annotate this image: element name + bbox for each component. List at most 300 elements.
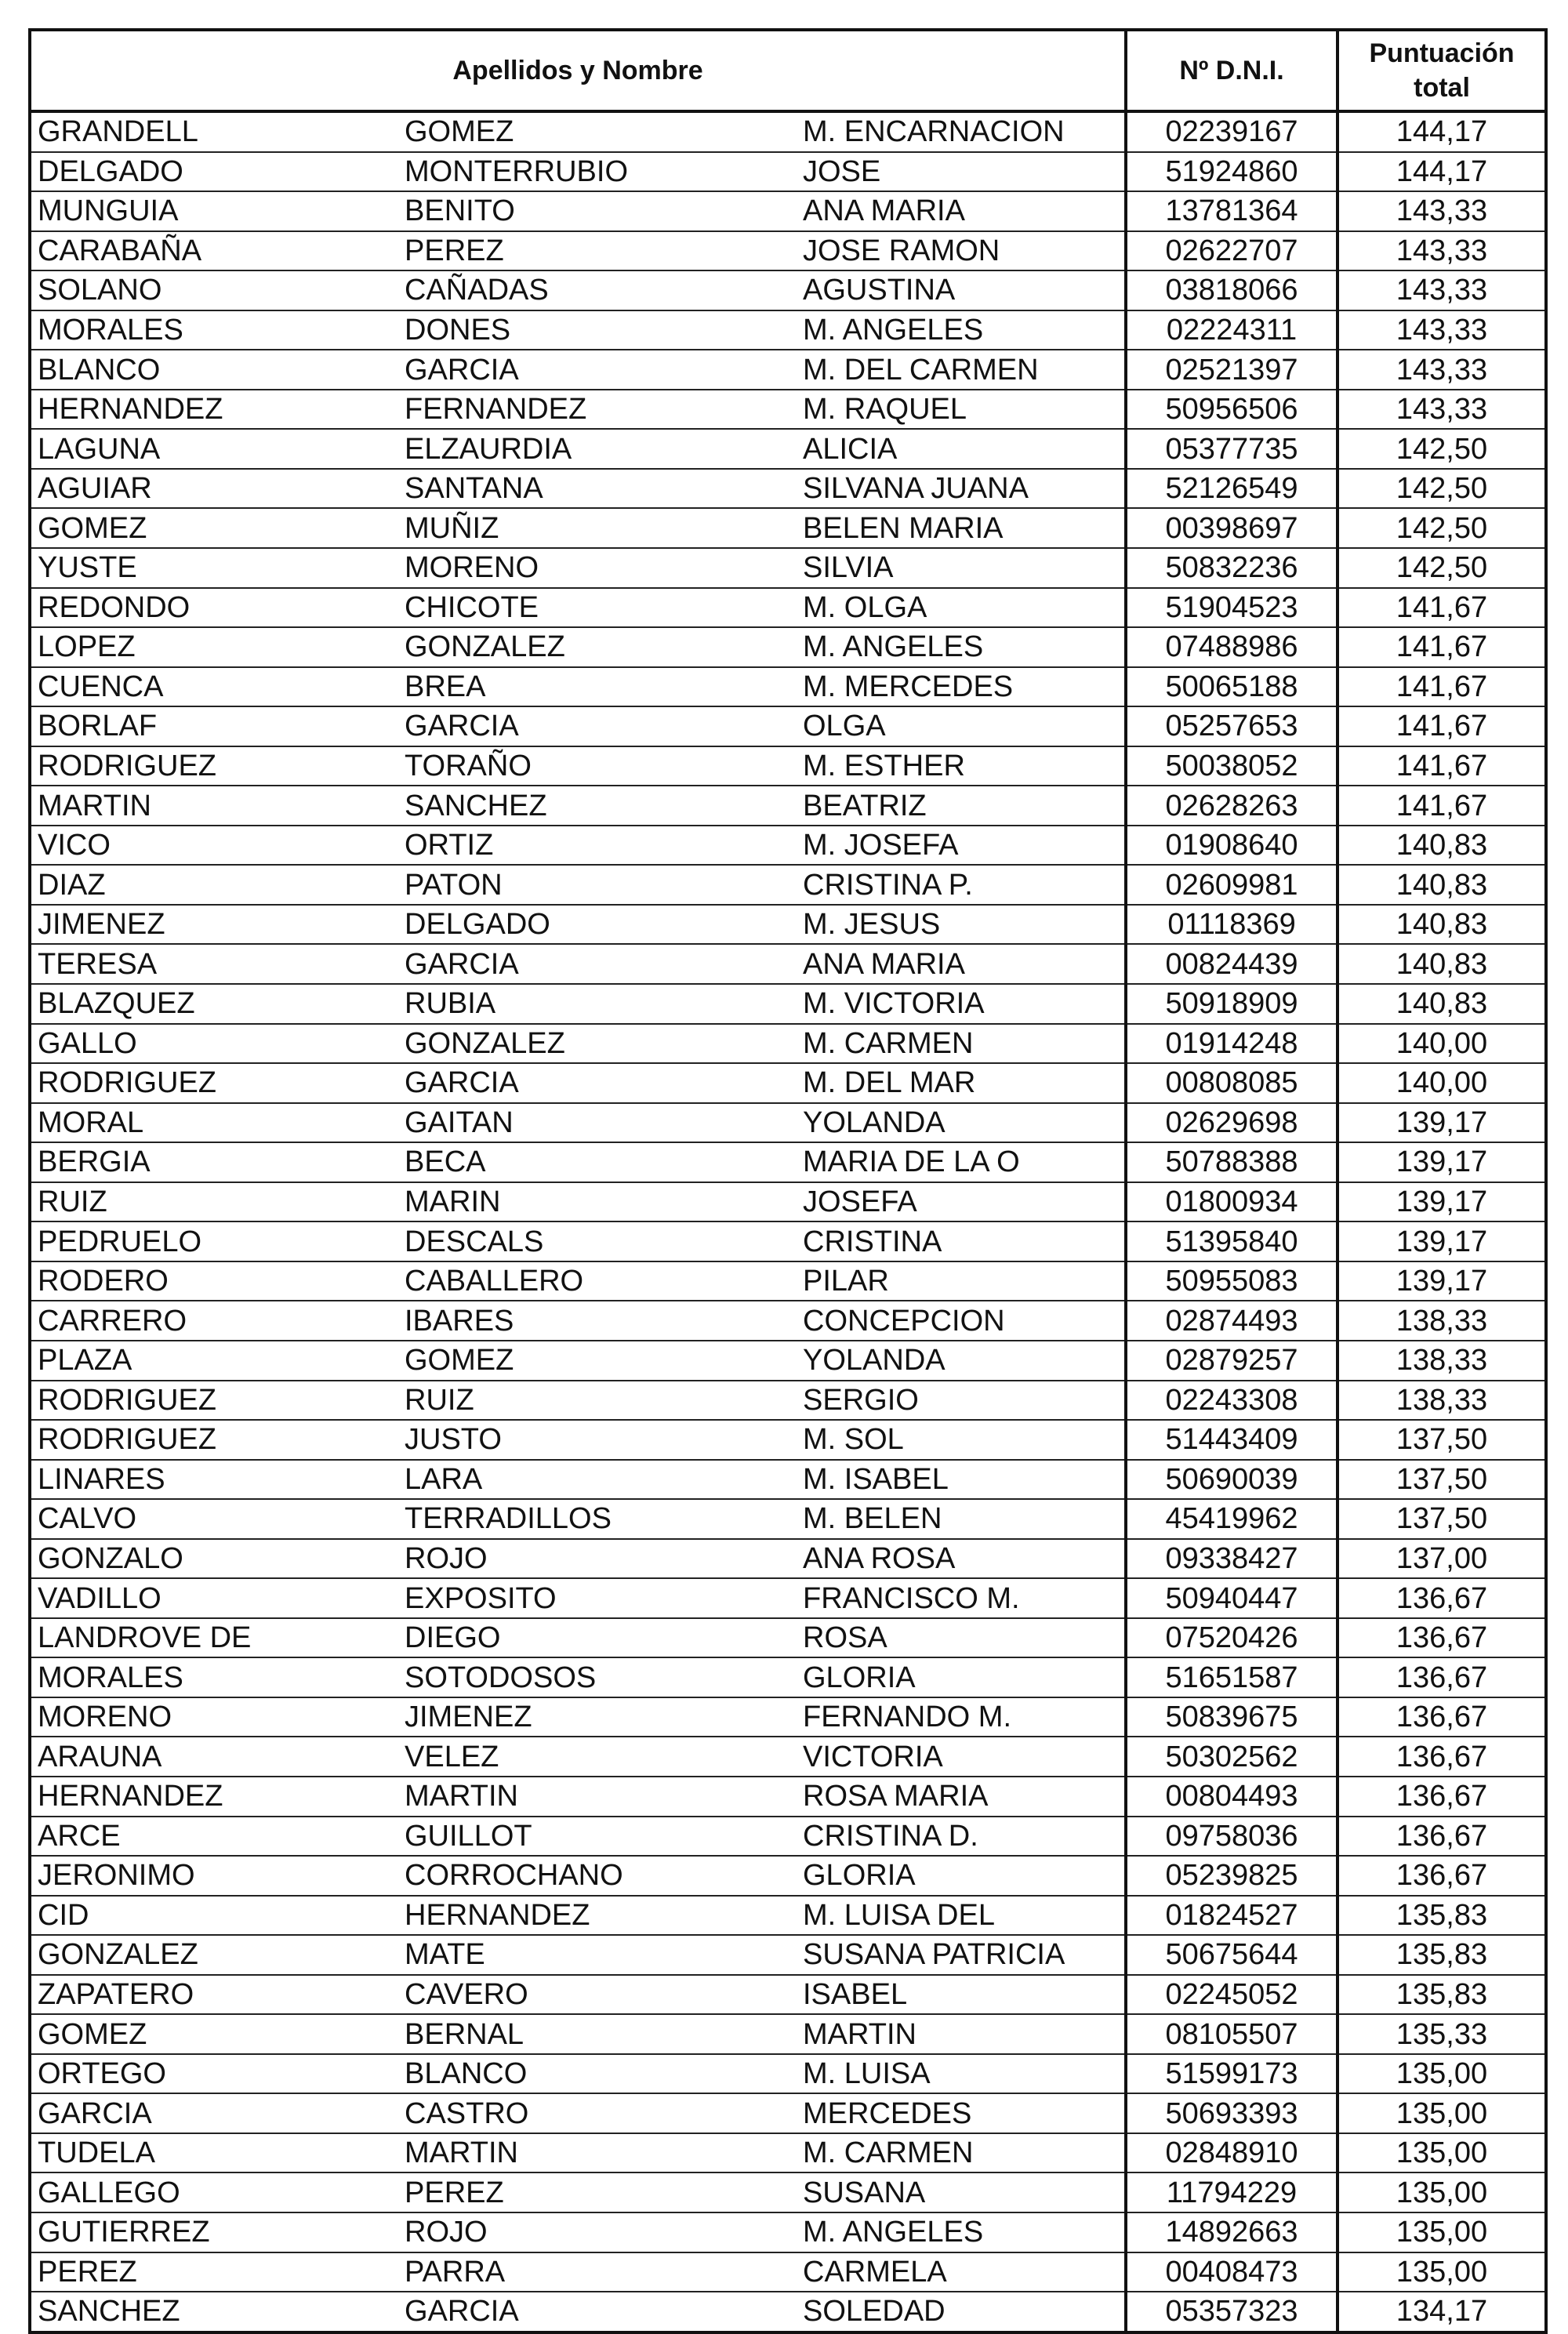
dni-cell: 00408473	[1126, 2252, 1338, 2292]
table-row	[30, 2212, 1546, 2252]
surname1-cell: RODRIGUEZ	[30, 1420, 398, 1460]
table-row	[30, 152, 1546, 192]
dni-cell: 51599173	[1126, 2054, 1338, 2094]
score-cell: 137,00	[1338, 1539, 1546, 1579]
given-name-cell: M. ANGELES	[797, 2212, 1126, 2252]
surname1-cell: VICO	[30, 826, 398, 866]
surname1-cell: RODRIGUEZ	[30, 746, 398, 786]
header-name: Apellidos y Nombre	[30, 30, 1126, 111]
table-row	[30, 469, 1546, 509]
dni-cell: 09338427	[1126, 1539, 1338, 1579]
score-cell: 135,33	[1338, 2014, 1546, 2054]
scores-table	[28, 28, 1548, 2334]
given-name-cell: FERNANDO M.	[797, 1697, 1126, 1737]
given-name-cell: VICTORIA	[797, 1737, 1126, 1777]
table-row	[30, 1618, 1546, 1658]
surname1-cell: BORLAF	[30, 706, 398, 746]
table-row	[30, 390, 1546, 430]
dni-cell: 02628263	[1126, 786, 1338, 826]
dni-cell: 00824439	[1126, 944, 1338, 984]
score-cell: 136,67	[1338, 1737, 1546, 1777]
surname2-cell: TORAÑO	[398, 746, 797, 786]
given-name-cell: YOLANDA	[797, 1103, 1126, 1143]
surname2-cell: MATE	[398, 1935, 797, 1975]
surname1-cell: BLAZQUEZ	[30, 984, 398, 1024]
score-cell: 137,50	[1338, 1499, 1546, 1539]
table-row	[30, 627, 1546, 667]
score-cell: 136,67	[1338, 1578, 1546, 1618]
score-cell: 141,67	[1338, 746, 1546, 786]
surname1-cell: JIMENEZ	[30, 905, 398, 945]
surname2-cell: CASTRO	[398, 2093, 797, 2133]
given-name-cell: M. ANGELES	[797, 310, 1126, 350]
table-row	[30, 191, 1546, 231]
surname1-cell: JERONIMO	[30, 1856, 398, 1896]
surname1-cell: CARABAÑA	[30, 231, 398, 271]
given-name-cell: FRANCISCO M.	[797, 1578, 1126, 1618]
header-score-line2: total	[1414, 73, 1470, 103]
score-cell: 140,00	[1338, 1024, 1546, 1064]
table-row	[30, 1935, 1546, 1975]
surname2-cell: TERRADILLOS	[398, 1499, 797, 1539]
table-row	[30, 1499, 1546, 1539]
table-row	[30, 2054, 1546, 2094]
given-name-cell: M. CARMEN	[797, 1024, 1126, 1064]
surname2-cell: DELGADO	[398, 905, 797, 945]
surname2-cell: ROJO	[398, 2212, 797, 2252]
surname1-cell: GALLO	[30, 1024, 398, 1064]
table-row	[30, 111, 1546, 152]
surname2-cell: DESCALS	[398, 1221, 797, 1261]
dni-cell: 01824527	[1126, 1896, 1338, 1936]
surname1-cell: HERNANDEZ	[30, 1777, 398, 1817]
surname1-cell: RODRIGUEZ	[30, 1063, 398, 1103]
surname2-cell: IBARES	[398, 1301, 797, 1341]
surname2-cell: MARTIN	[398, 1777, 797, 1817]
surname1-cell: GONZALEZ	[30, 1935, 398, 1975]
surname2-cell: VELEZ	[398, 1737, 797, 1777]
dni-cell: 50956506	[1126, 390, 1338, 430]
dni-cell: 07520426	[1126, 1618, 1338, 1658]
score-cell: 140,00	[1338, 1063, 1546, 1103]
dni-cell: 01800934	[1126, 1182, 1338, 1222]
table-row	[30, 310, 1546, 350]
dni-cell: 09758036	[1126, 1817, 1338, 1857]
dni-cell: 02224311	[1126, 310, 1338, 350]
surname1-cell: CUENCA	[30, 667, 398, 707]
surname1-cell: ORTEGO	[30, 2054, 398, 2094]
surname1-cell: TERESA	[30, 944, 398, 984]
dni-cell: 02629698	[1126, 1103, 1338, 1143]
given-name-cell: M. OLGA	[797, 588, 1126, 628]
given-name-cell: ROSA MARIA	[797, 1777, 1126, 1817]
surname2-cell: PEREZ	[398, 231, 797, 271]
surname1-cell: GOMEZ	[30, 2014, 398, 2054]
dni-cell: 03818066	[1126, 270, 1338, 310]
surname1-cell: GRANDELL	[30, 111, 398, 152]
given-name-cell: CONCEPCION	[797, 1301, 1126, 1341]
surname2-cell: GONZALEZ	[398, 627, 797, 667]
surname2-cell: HERNANDEZ	[398, 1896, 797, 1936]
given-name-cell: M. JOSEFA	[797, 826, 1126, 866]
table-row	[30, 1975, 1546, 2015]
table-row	[30, 667, 1546, 707]
table-row	[30, 2093, 1546, 2133]
dni-cell: 02609981	[1126, 865, 1338, 905]
given-name-cell: CRISTINA D.	[797, 1817, 1126, 1857]
surname1-cell: YUSTE	[30, 548, 398, 588]
score-cell: 142,50	[1338, 548, 1546, 588]
surname2-cell: DIEGO	[398, 1618, 797, 1658]
surname1-cell: REDONDO	[30, 588, 398, 628]
score-cell: 140,83	[1338, 984, 1546, 1024]
score-cell: 139,17	[1338, 1182, 1546, 1222]
given-name-cell: M. VICTORIA	[797, 984, 1126, 1024]
dni-cell: 50918909	[1126, 984, 1338, 1024]
given-name-cell: CARMELA	[797, 2252, 1126, 2292]
score-cell: 144,17	[1338, 152, 1546, 192]
given-name-cell: SILVIA	[797, 548, 1126, 588]
table-row	[30, 508, 1546, 548]
surname2-cell: DONES	[398, 310, 797, 350]
dni-cell: 51395840	[1126, 1221, 1338, 1261]
table-row	[30, 1420, 1546, 1460]
surname2-cell: SOTODOSOS	[398, 1657, 797, 1697]
table-row	[30, 1856, 1546, 1896]
table-row	[30, 1063, 1546, 1103]
table-row	[30, 1657, 1546, 1697]
given-name-cell: CRISTINA	[797, 1221, 1126, 1261]
dni-cell: 00804493	[1126, 1777, 1338, 1817]
given-name-cell: BEATRIZ	[797, 786, 1126, 826]
given-name-cell: PILAR	[797, 1261, 1126, 1301]
given-name-cell: SUSANA	[797, 2172, 1126, 2212]
surname2-cell: CABALLERO	[398, 1261, 797, 1301]
score-cell: 136,67	[1338, 1856, 1546, 1896]
surname2-cell: GOMEZ	[398, 111, 797, 152]
given-name-cell: M. LUISA	[797, 2054, 1126, 2094]
dni-cell: 05239825	[1126, 1856, 1338, 1896]
dni-cell: 50839675	[1126, 1697, 1338, 1737]
surname1-cell: ZAPATERO	[30, 1975, 398, 2015]
table-row	[30, 1896, 1546, 1936]
surname2-cell: EXPOSITO	[398, 1578, 797, 1618]
table-row	[30, 1381, 1546, 1421]
score-cell: 142,50	[1338, 508, 1546, 548]
surname2-cell: GONZALEZ	[398, 1024, 797, 1064]
score-cell: 135,00	[1338, 2212, 1546, 2252]
table-row	[30, 2172, 1546, 2212]
surname2-cell: PEREZ	[398, 2172, 797, 2212]
dni-cell: 02245052	[1126, 1975, 1338, 2015]
score-cell: 143,33	[1338, 350, 1546, 390]
surname1-cell: BLANCO	[30, 350, 398, 390]
table-row	[30, 746, 1546, 786]
score-cell: 139,17	[1338, 1261, 1546, 1301]
dni-cell: 13781364	[1126, 191, 1338, 231]
table-row	[30, 706, 1546, 746]
given-name-cell: YOLANDA	[797, 1341, 1126, 1381]
score-cell: 141,67	[1338, 588, 1546, 628]
score-cell: 139,17	[1338, 1142, 1546, 1182]
surname1-cell: CARRERO	[30, 1301, 398, 1341]
dni-cell: 01914248	[1126, 1024, 1338, 1064]
surname2-cell: MARIN	[398, 1182, 797, 1222]
surname1-cell: LAGUNA	[30, 429, 398, 469]
table-row	[30, 905, 1546, 945]
given-name-cell: MERCEDES	[797, 2093, 1126, 2133]
table-row	[30, 1142, 1546, 1182]
dni-cell: 50693393	[1126, 2093, 1338, 2133]
score-cell: 140,83	[1338, 826, 1546, 866]
given-name-cell: OLGA	[797, 706, 1126, 746]
surname2-cell: LARA	[398, 1460, 797, 1500]
given-name-cell: ALICIA	[797, 429, 1126, 469]
score-cell: 143,33	[1338, 310, 1546, 350]
given-name-cell: MARTIN	[797, 2014, 1126, 2054]
score-cell: 141,67	[1338, 786, 1546, 826]
given-name-cell: M. RAQUEL	[797, 390, 1126, 430]
given-name-cell: M. MERCEDES	[797, 667, 1126, 707]
dni-cell: 11794229	[1126, 2172, 1338, 2212]
score-cell: 135,83	[1338, 1935, 1546, 1975]
dni-cell: 52126549	[1126, 469, 1338, 509]
surname2-cell: FERNANDEZ	[398, 390, 797, 430]
surname2-cell: PATON	[398, 865, 797, 905]
surname1-cell: MUNGUIA	[30, 191, 398, 231]
dni-cell: 50788388	[1126, 1142, 1338, 1182]
surname1-cell: GOMEZ	[30, 508, 398, 548]
surname1-cell: GALLEGO	[30, 2172, 398, 2212]
surname2-cell: RUIZ	[398, 1381, 797, 1421]
surname2-cell: JUSTO	[398, 1420, 797, 1460]
score-cell: 136,67	[1338, 1777, 1546, 1817]
given-name-cell: M. DEL MAR	[797, 1063, 1126, 1103]
table-row	[30, 984, 1546, 1024]
score-cell: 138,33	[1338, 1301, 1546, 1341]
header-row	[30, 30, 1546, 111]
surname2-cell: GARCIA	[398, 1063, 797, 1103]
table-row	[30, 1460, 1546, 1500]
surname2-cell: ROJO	[398, 1539, 797, 1579]
dni-cell: 01908640	[1126, 826, 1338, 866]
dni-cell: 02622707	[1126, 231, 1338, 271]
table-row	[30, 2252, 1546, 2292]
dni-cell: 02239167	[1126, 111, 1338, 152]
dni-cell: 45419962	[1126, 1499, 1338, 1539]
score-cell: 137,50	[1338, 1420, 1546, 1460]
score-cell: 138,33	[1338, 1381, 1546, 1421]
given-name-cell: M. ESTHER	[797, 746, 1126, 786]
given-name-cell: SUSANA PATRICIA	[797, 1935, 1126, 1975]
table-row	[30, 944, 1546, 984]
score-cell: 144,17	[1338, 111, 1546, 152]
surname2-cell: GARCIA	[398, 944, 797, 984]
surname1-cell: LOPEZ	[30, 627, 398, 667]
surname1-cell: HERNANDEZ	[30, 390, 398, 430]
surname2-cell: BENITO	[398, 191, 797, 231]
surname1-cell: SOLANO	[30, 270, 398, 310]
score-cell: 143,33	[1338, 191, 1546, 231]
given-name-cell: ISABEL	[797, 1975, 1126, 2015]
table-row	[30, 588, 1546, 628]
surname2-cell: BERNAL	[398, 2014, 797, 2054]
surname2-cell: JIMENEZ	[398, 1697, 797, 1737]
surname1-cell: MARTIN	[30, 786, 398, 826]
dni-cell: 02521397	[1126, 350, 1338, 390]
dni-cell: 01118369	[1126, 905, 1338, 945]
table-row	[30, 2133, 1546, 2173]
dni-cell: 05357323	[1126, 2292, 1338, 2332]
surname2-cell: CAVERO	[398, 1975, 797, 2015]
table-row	[30, 429, 1546, 469]
table-row	[30, 826, 1546, 866]
given-name-cell: AGUSTINA	[797, 270, 1126, 310]
dni-cell: 00808085	[1126, 1063, 1338, 1103]
header-score-line1: Puntuación	[1369, 38, 1515, 68]
dni-cell: 00398697	[1126, 508, 1338, 548]
given-name-cell: M. DEL CARMEN	[797, 350, 1126, 390]
dni-cell: 08105507	[1126, 2014, 1338, 2054]
score-cell: 136,67	[1338, 1657, 1546, 1697]
score-cell: 135,83	[1338, 1975, 1546, 2015]
table-row	[30, 1578, 1546, 1618]
table-row	[30, 1024, 1546, 1064]
surname1-cell: SANCHEZ	[30, 2292, 398, 2332]
table-row	[30, 270, 1546, 310]
given-name-cell: M. LUISA DEL	[797, 1896, 1126, 1936]
score-cell: 136,67	[1338, 1618, 1546, 1658]
given-name-cell: ANA MARIA	[797, 191, 1126, 231]
given-name-cell: M. CARMEN	[797, 2133, 1126, 2173]
table-row	[30, 1697, 1546, 1737]
surname2-cell: ELZAURDIA	[398, 429, 797, 469]
surname2-cell: MONTERRUBIO	[398, 152, 797, 192]
surname1-cell: MORAL	[30, 1103, 398, 1143]
surname2-cell: ORTIZ	[398, 826, 797, 866]
given-name-cell: M. ISABEL	[797, 1460, 1126, 1500]
surname2-cell: GAITAN	[398, 1103, 797, 1143]
score-cell: 140,83	[1338, 865, 1546, 905]
surname1-cell: VADILLO	[30, 1578, 398, 1618]
score-cell: 135,00	[1338, 2093, 1546, 2133]
table-row	[30, 1737, 1546, 1777]
given-name-cell: CRISTINA P.	[797, 865, 1126, 905]
surname1-cell: PEREZ	[30, 2252, 398, 2292]
surname1-cell: MORALES	[30, 310, 398, 350]
surname2-cell: RUBIA	[398, 984, 797, 1024]
table-row	[30, 1817, 1546, 1857]
dni-cell: 50690039	[1126, 1460, 1338, 1500]
surname2-cell: MORENO	[398, 548, 797, 588]
given-name-cell: SERGIO	[797, 1381, 1126, 1421]
surname2-cell: SANCHEZ	[398, 786, 797, 826]
score-cell: 136,67	[1338, 1817, 1546, 1857]
table-row	[30, 1539, 1546, 1579]
surname2-cell: GARCIA	[398, 2292, 797, 2332]
table-row	[30, 2014, 1546, 2054]
surname2-cell: PARRA	[398, 2252, 797, 2292]
dni-cell: 50302562	[1126, 1737, 1338, 1777]
score-cell: 138,33	[1338, 1341, 1546, 1381]
score-cell: 143,33	[1338, 390, 1546, 430]
given-name-cell: M. ANGELES	[797, 627, 1126, 667]
surname2-cell: SANTANA	[398, 469, 797, 509]
surname1-cell: TUDELA	[30, 2133, 398, 2173]
table-row	[30, 2292, 1546, 2332]
table-row	[30, 1182, 1546, 1222]
given-name-cell: ROSA	[797, 1618, 1126, 1658]
surname1-cell: GONZALO	[30, 1539, 398, 1579]
score-cell: 135,00	[1338, 2054, 1546, 2094]
surname1-cell: CID	[30, 1896, 398, 1936]
given-name-cell: SOLEDAD	[797, 2292, 1126, 2332]
surname2-cell: GARCIA	[398, 350, 797, 390]
surname1-cell: PEDRUELO	[30, 1221, 398, 1261]
dni-cell: 51443409	[1126, 1420, 1338, 1460]
surname1-cell: BERGIA	[30, 1142, 398, 1182]
table-row	[30, 1103, 1546, 1143]
score-cell: 141,67	[1338, 627, 1546, 667]
surname1-cell: MORENO	[30, 1697, 398, 1737]
score-cell: 140,83	[1338, 944, 1546, 984]
surname2-cell: BECA	[398, 1142, 797, 1182]
dni-cell: 51651587	[1126, 1657, 1338, 1697]
table-row	[30, 865, 1546, 905]
dni-cell: 50038052	[1126, 746, 1338, 786]
given-name-cell: BELEN MARIA	[797, 508, 1126, 548]
header-dni: Nº D.N.I.	[1126, 30, 1338, 111]
surname2-cell: GARCIA	[398, 706, 797, 746]
score-cell: 135,83	[1338, 1896, 1546, 1936]
given-name-cell: ANA MARIA	[797, 944, 1126, 984]
surname2-cell: BREA	[398, 667, 797, 707]
given-name-cell: M. BELEN	[797, 1499, 1126, 1539]
score-cell: 137,50	[1338, 1460, 1546, 1500]
surname2-cell: CAÑADAS	[398, 270, 797, 310]
surname1-cell: CALVO	[30, 1499, 398, 1539]
dni-cell: 14892663	[1126, 2212, 1338, 2252]
dni-cell: 50675644	[1126, 1935, 1338, 1975]
surname2-cell: MUÑIZ	[398, 508, 797, 548]
score-cell: 141,67	[1338, 706, 1546, 746]
surname1-cell: RUIZ	[30, 1182, 398, 1222]
dni-cell: 51904523	[1126, 588, 1338, 628]
table-row	[30, 1261, 1546, 1301]
score-cell: 135,00	[1338, 2172, 1546, 2212]
surname2-cell: MARTIN	[398, 2133, 797, 2173]
score-cell: 141,67	[1338, 667, 1546, 707]
dni-cell: 02848910	[1126, 2133, 1338, 2173]
surname2-cell: GUILLOT	[398, 1817, 797, 1857]
dni-cell: 05257653	[1126, 706, 1338, 746]
dni-cell: 07488986	[1126, 627, 1338, 667]
dni-cell: 02243308	[1126, 1381, 1338, 1421]
surname2-cell: CHICOTE	[398, 588, 797, 628]
surname2-cell: CORROCHANO	[398, 1856, 797, 1896]
surname1-cell: LANDROVE DE	[30, 1618, 398, 1658]
surname2-cell: GOMEZ	[398, 1341, 797, 1381]
given-name-cell: M. JESUS	[797, 905, 1126, 945]
score-cell: 143,33	[1338, 270, 1546, 310]
surname1-cell: ARAUNA	[30, 1737, 398, 1777]
surname1-cell: PLAZA	[30, 1341, 398, 1381]
dni-cell: 50955083	[1126, 1261, 1338, 1301]
surname1-cell: AGUIAR	[30, 469, 398, 509]
dni-cell: 50940447	[1126, 1578, 1338, 1618]
table-row	[30, 786, 1546, 826]
dni-cell: 51924860	[1126, 152, 1338, 192]
